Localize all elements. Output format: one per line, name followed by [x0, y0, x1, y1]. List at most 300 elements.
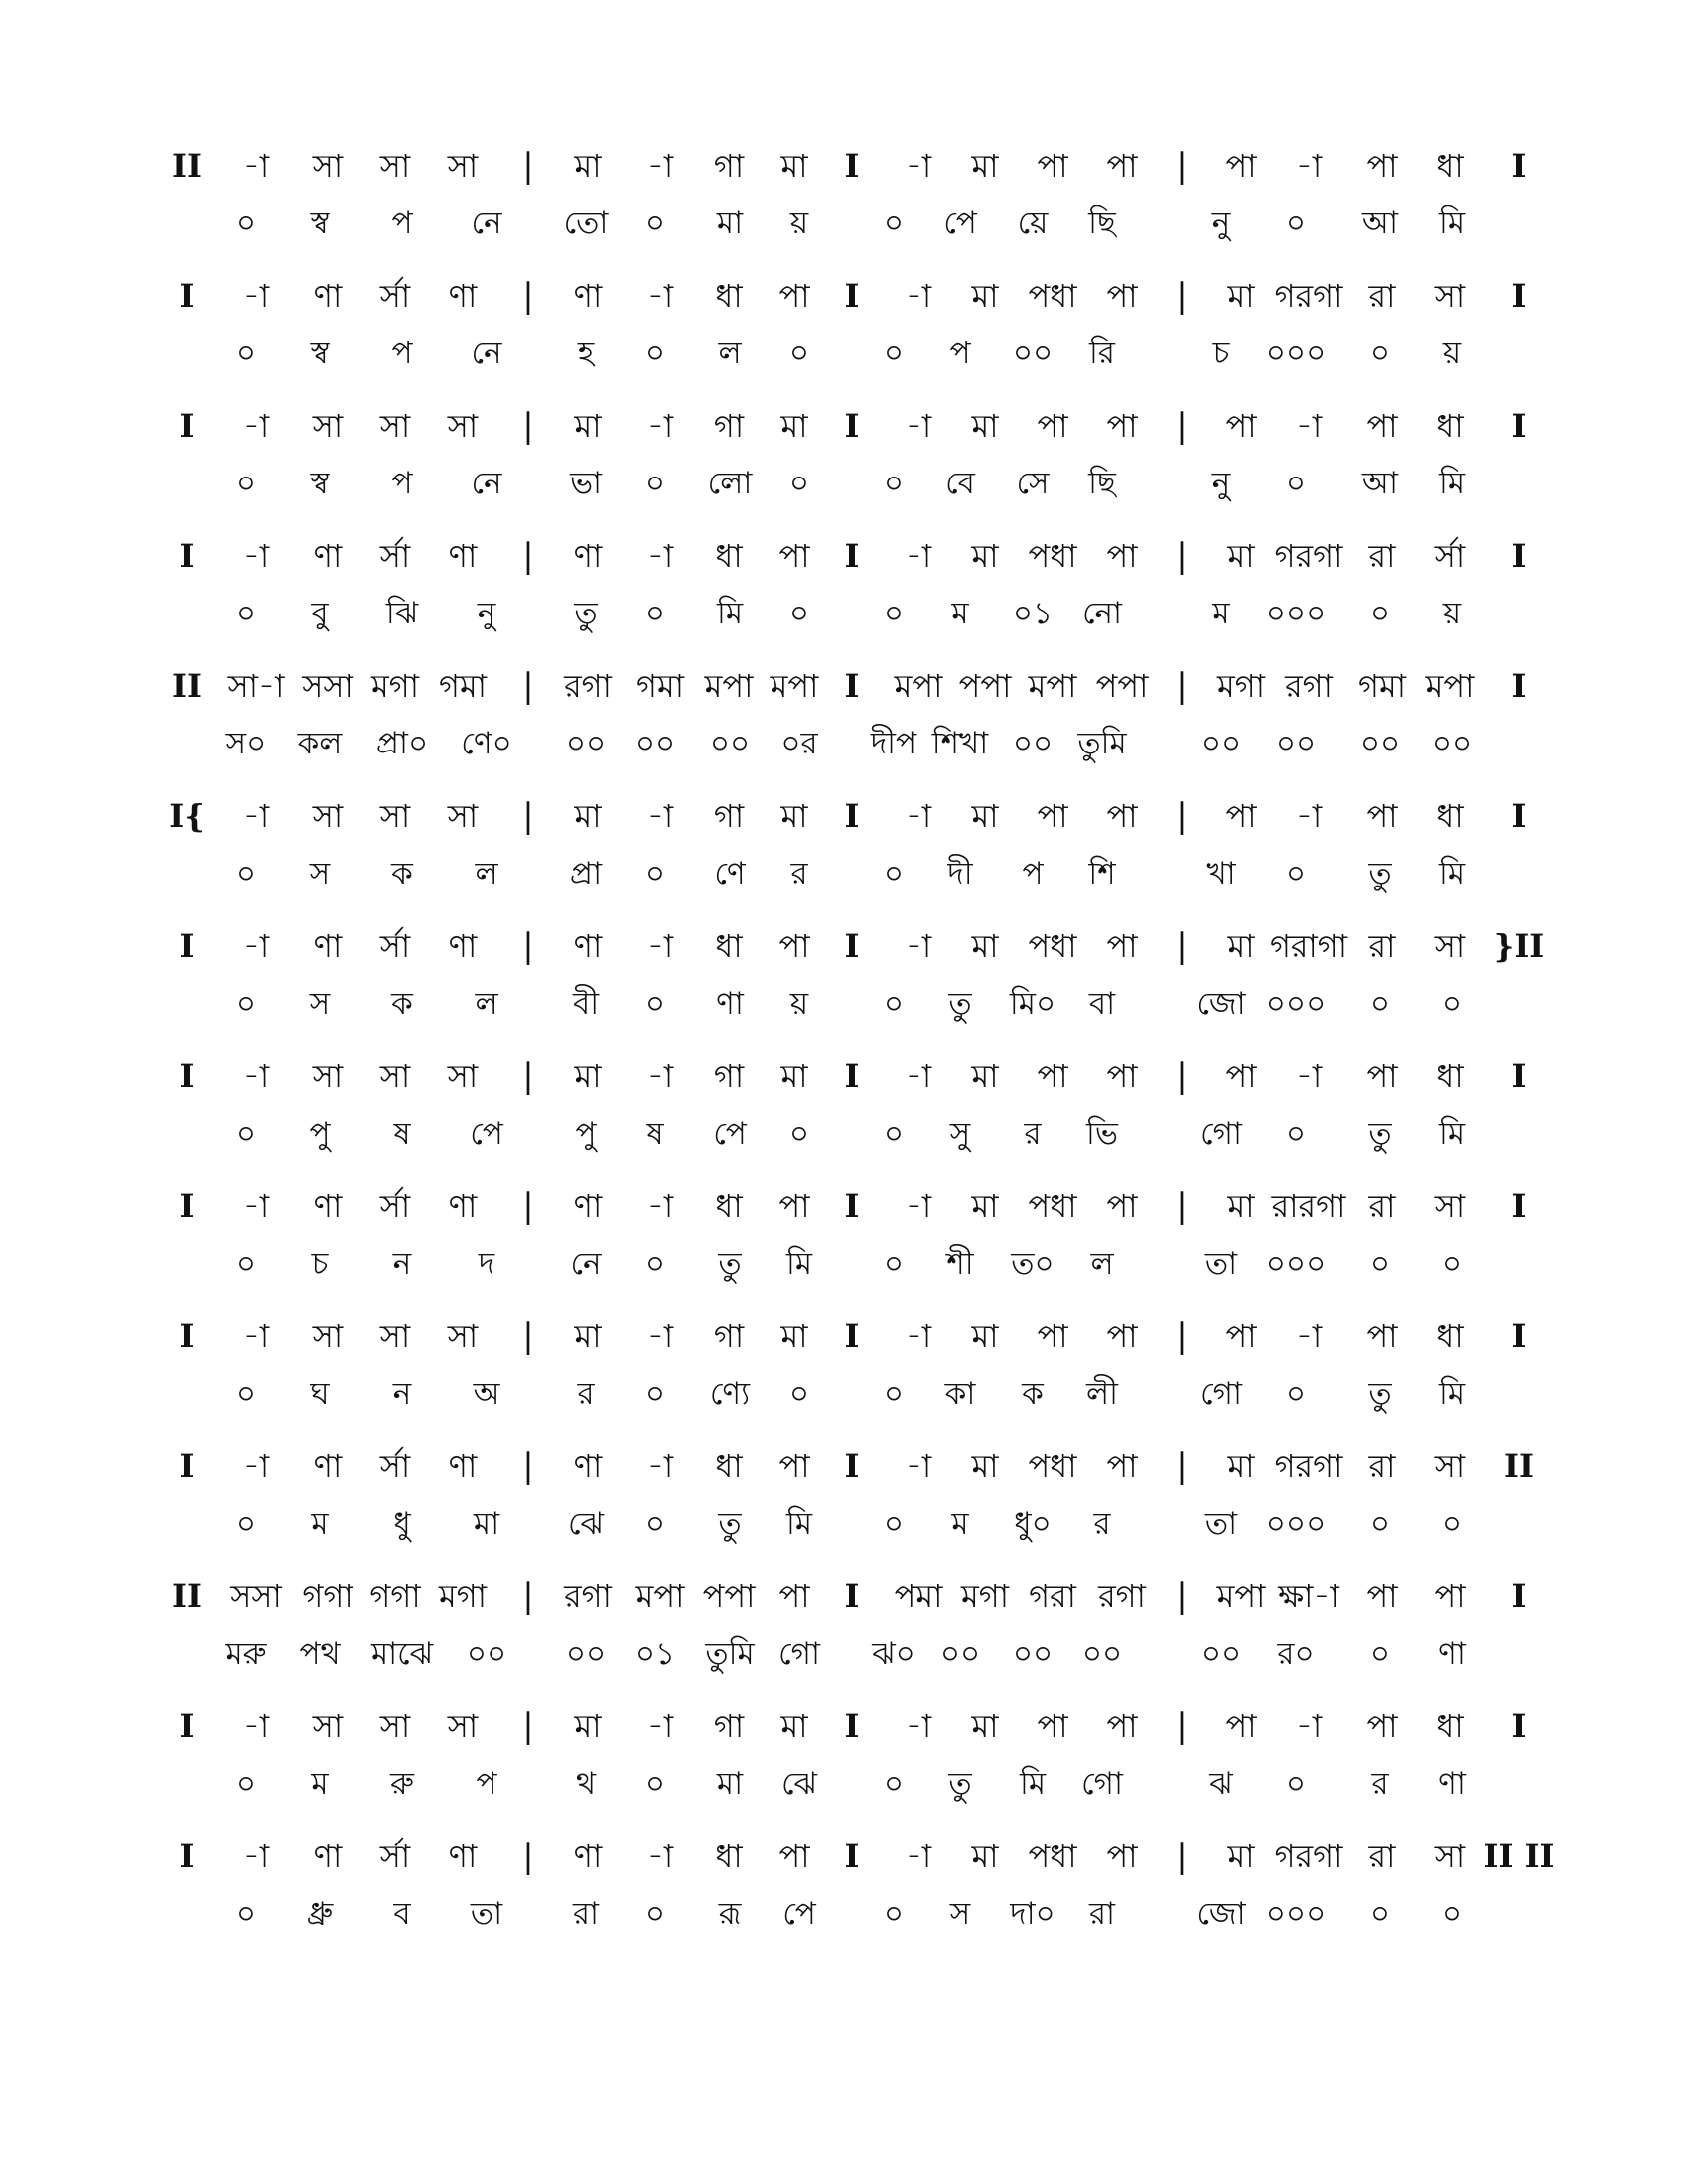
barline: I: [844, 1057, 860, 1095]
notation-stave: [0, 1830, 1688, 1939]
lyric-syllable: ঝে: [780, 1766, 818, 1802]
lyric-syllable: বে: [945, 466, 975, 501]
notation-stave: [0, 529, 1688, 638]
lyric-syllable: প: [391, 205, 413, 241]
note-token: ধা: [715, 1447, 743, 1485]
lyric-syllable: রা: [572, 1896, 600, 1932]
lyric-syllable: ০০: [1012, 726, 1054, 761]
lyric-syllable: ০০: [709, 726, 751, 761]
lyric-syllable: নে: [471, 336, 502, 371]
lyric-syllable: ০১: [634, 1636, 676, 1672]
note-token: মা: [971, 1317, 999, 1355]
notation-stave: [0, 1049, 1688, 1159]
note-token: গা: [713, 1317, 745, 1355]
barline: I: [1511, 1577, 1527, 1615]
note-token: -া: [242, 537, 270, 575]
note-token: ণা: [313, 927, 343, 965]
note-token: পা: [1037, 407, 1068, 445]
lyric-syllable: পে: [470, 1116, 503, 1152]
note-token: ধা: [1436, 147, 1464, 185]
lyric-syllable: ০: [1285, 1116, 1307, 1152]
barline: I: [844, 1577, 860, 1615]
notes-line: [0, 789, 1688, 844]
note-token: পা: [778, 1187, 810, 1225]
lyric-syllable: ০: [1441, 1246, 1463, 1282]
note-token: ধা: [715, 537, 743, 575]
note-token: পা: [778, 277, 810, 315]
lyric-syllable: লো: [707, 466, 753, 501]
note-token: মা: [574, 1057, 602, 1095]
note-token: ধা: [1436, 797, 1464, 835]
note-token: মপা: [1425, 667, 1475, 705]
note-token: পা: [1106, 1317, 1138, 1355]
lyric-syllable: মা: [716, 205, 744, 241]
lyric-syllable: ০: [644, 1766, 666, 1802]
barline: I{: [169, 797, 205, 835]
note-token: পা: [1106, 277, 1138, 315]
note-token: ণা: [313, 1838, 343, 1875]
note-token: রা: [1368, 1838, 1396, 1875]
lyric-syllable: ০০: [1431, 726, 1473, 761]
lyrics-line: [0, 587, 1688, 641]
note-token: পপা: [702, 1577, 756, 1615]
lyric-syllable: নো: [1081, 596, 1123, 631]
note-token: র্সা: [379, 1447, 411, 1485]
note-token: পা: [1106, 1057, 1138, 1095]
note-token: সা: [447, 797, 479, 835]
lyric-syllable: ক: [1022, 1376, 1044, 1412]
note-token: সা: [312, 1317, 344, 1355]
lyric-syllable: বা: [1088, 986, 1116, 1022]
note-token: গগা: [302, 1577, 353, 1615]
lyric-syllable: ০: [788, 466, 810, 501]
barline: I: [844, 407, 860, 445]
note-token: -া: [646, 407, 674, 445]
note-token: মা: [971, 277, 999, 315]
note-token: সা: [379, 1057, 411, 1095]
lyric-syllable: মি: [785, 1246, 813, 1282]
note-token: মপা: [1028, 667, 1077, 705]
note-token: মগা: [438, 1577, 488, 1615]
lyric-syllable: ০: [788, 596, 810, 631]
lyrics-line: [0, 1107, 1688, 1161]
lyric-syllable: ০০: [939, 1636, 981, 1672]
lyric-syllable: ০: [644, 1376, 666, 1412]
note-token: -া: [905, 927, 932, 965]
lyric-syllable: অ: [473, 1376, 500, 1412]
lyric-syllable: ০: [1285, 1766, 1307, 1802]
barline: I: [1511, 147, 1527, 185]
lyric-syllable: মা: [473, 1506, 500, 1542]
notes-line: [0, 1049, 1688, 1104]
lyric-syllable: রু: [390, 1766, 414, 1802]
notation-stave: [0, 269, 1688, 378]
barline: |: [522, 796, 534, 836]
note-token: -া: [905, 147, 932, 185]
note-token: ধা: [715, 927, 743, 965]
lyric-syllable: পে: [943, 205, 977, 241]
lyric-syllable: বী: [572, 986, 600, 1022]
lyric-syllable: তু: [718, 1506, 742, 1542]
lyric-syllable: খা: [1206, 856, 1236, 891]
note-token: -া: [242, 407, 270, 445]
barline: |: [1176, 1576, 1188, 1616]
lyric-syllable: ০: [1441, 1896, 1463, 1932]
note-token: -া: [646, 1187, 674, 1225]
note-token: পধা: [1028, 1447, 1077, 1485]
lyric-syllable: ঝি: [385, 596, 419, 631]
note-token: পা: [1037, 1057, 1068, 1095]
note-token: -া: [646, 147, 674, 185]
lyric-syllable: গো: [778, 1636, 820, 1672]
lyrics-line: [0, 327, 1688, 381]
note-token: পা: [1106, 1707, 1138, 1745]
lyric-syllable: ০: [883, 466, 905, 501]
lyric-syllable: স: [309, 986, 331, 1022]
lyric-syllable: নু: [477, 596, 496, 631]
note-token: -া: [905, 1057, 932, 1095]
note-token: ধা: [1436, 407, 1464, 445]
lyric-syllable: প্রা: [569, 856, 603, 891]
note-token: ধা: [715, 1187, 743, 1225]
lyric-syllable: ০০: [1012, 336, 1054, 371]
barline: I: [179, 1447, 195, 1485]
notes-line: [0, 1700, 1688, 1754]
barline: I: [844, 1838, 860, 1875]
lyric-syllable: ০: [1369, 1506, 1391, 1542]
note-token: পা: [1106, 147, 1138, 185]
note-token: মা: [971, 1838, 999, 1875]
note-token: মপা: [894, 667, 943, 705]
lyric-syllable: য়: [789, 986, 809, 1022]
lyric-syllable: ০০০: [1265, 336, 1327, 371]
notes-line: [0, 1830, 1688, 1884]
barline: |: [522, 1056, 534, 1096]
barline: }II: [1493, 927, 1545, 965]
note-token: পা: [778, 1447, 810, 1485]
note-token: সা: [447, 407, 479, 445]
note-token: গরা: [1029, 1577, 1076, 1615]
note-token: মা: [780, 1707, 808, 1745]
lyric-syllable: মি: [1438, 1116, 1466, 1152]
lyric-syllable: ধ্রু: [306, 1896, 334, 1932]
note-token: পা: [1366, 1317, 1398, 1355]
lyric-syllable: ০: [235, 1506, 257, 1542]
barline: |: [522, 1837, 534, 1876]
lyric-syllable: ০: [644, 1506, 666, 1542]
note-token: ণা: [313, 277, 343, 315]
lyrics-line: [0, 1237, 1688, 1292]
lyric-syllable: থ: [575, 1766, 597, 1802]
barline: |: [1176, 276, 1188, 316]
lyric-syllable: ০: [1285, 466, 1307, 501]
notes-line: [0, 659, 1688, 714]
note-token: ধা: [1436, 1057, 1464, 1095]
note-token: ণা: [448, 537, 478, 575]
note-token: রগা: [1285, 667, 1333, 705]
lyric-syllable: মি: [1019, 1766, 1047, 1802]
note-token: পা: [1366, 147, 1398, 185]
lyric-syllable: ন: [392, 1376, 412, 1412]
lyric-syllable: ০: [883, 1506, 905, 1542]
note-token: মপা: [635, 1577, 685, 1615]
lyric-syllable: ক: [391, 856, 413, 891]
barline: I: [179, 537, 195, 575]
note-token: পা: [1225, 797, 1257, 835]
lyric-syllable: ০: [883, 856, 905, 891]
note-token: পা: [778, 927, 810, 965]
note-token: সা: [1434, 927, 1466, 965]
lyric-syllable: ০: [883, 596, 905, 631]
note-token: -া: [646, 797, 674, 835]
lyric-syllable: স: [309, 856, 331, 891]
note-token: -া: [242, 1447, 270, 1485]
barline: |: [1176, 926, 1188, 966]
lyrics-line: [0, 457, 1688, 511]
barline: |: [522, 276, 534, 316]
lyric-syllable: ০: [644, 596, 666, 631]
barline: I: [844, 1317, 860, 1355]
note-token: মপা: [770, 667, 819, 705]
note-token: মা: [971, 407, 999, 445]
lyric-syllable: তু: [948, 1766, 972, 1802]
lyric-syllable: সু: [949, 1116, 971, 1152]
note-token: মা: [574, 407, 602, 445]
barline: I: [1511, 537, 1527, 575]
note-token: পা: [1037, 797, 1068, 835]
lyric-syllable: ০: [644, 466, 666, 501]
note-token: -া: [242, 277, 270, 315]
note-token: সা-া: [227, 667, 285, 705]
lyric-syllable: ০: [883, 205, 905, 241]
barline: I: [1511, 797, 1527, 835]
lyric-syllable: ০: [788, 1376, 810, 1412]
note-token: রগা: [564, 667, 612, 705]
lyric-syllable: ছি: [1088, 205, 1116, 241]
note-token: রা: [1368, 1187, 1396, 1225]
lyric-syllable: ০: [644, 205, 666, 241]
lyric-syllable: ০: [1285, 856, 1307, 891]
barline: I: [844, 1187, 860, 1225]
note-token: পপা: [1095, 667, 1149, 705]
note-token: পা: [1106, 1838, 1138, 1875]
note-token: পা: [1106, 927, 1138, 965]
note-token: পধা: [1028, 927, 1077, 965]
barline: |: [522, 1316, 534, 1356]
note-token: -া: [905, 1447, 932, 1485]
notes-line: [0, 919, 1688, 974]
barline: I: [844, 797, 860, 835]
lyric-syllable: দা০: [1010, 1896, 1055, 1932]
barline: I: [844, 667, 860, 705]
note-token: -া: [1295, 797, 1323, 835]
note-token: রারগা: [1271, 1187, 1346, 1225]
lyric-syllable: ন: [392, 1246, 412, 1282]
note-token: -া: [905, 797, 932, 835]
note-token: পধা: [1028, 277, 1077, 315]
lyric-syllable: নে: [471, 205, 502, 241]
barline: |: [1176, 146, 1188, 186]
lyric-syllable: ণ্যে: [709, 1376, 751, 1412]
note-token: ণা: [573, 537, 603, 575]
note-token: পা: [1225, 147, 1257, 185]
note-token: -া: [646, 277, 674, 315]
note-token: গগা: [369, 1577, 421, 1615]
barline: |: [1176, 1706, 1188, 1746]
note-token: মা: [574, 797, 602, 835]
lyrics-line: [0, 977, 1688, 1031]
lyric-syllable: ঝ০: [872, 1636, 915, 1672]
lyric-syllable: তুমি: [1077, 726, 1127, 761]
lyric-syllable: ০: [883, 336, 905, 371]
note-token: ণা: [573, 927, 603, 965]
note-token: পা: [1225, 407, 1257, 445]
note-token: পা: [1106, 797, 1138, 835]
notation-stave: [0, 659, 1688, 768]
note-token: ণা: [313, 1187, 343, 1225]
note-token: গরগা: [1274, 277, 1343, 315]
barline: |: [522, 1706, 534, 1746]
note-token: র্সা: [379, 927, 411, 965]
barline: II: [172, 147, 202, 185]
lyric-syllable: ম: [951, 1506, 969, 1542]
lyric-syllable: মরু: [225, 1636, 267, 1672]
lyric-syllable: স্ব: [310, 466, 330, 501]
lyric-syllable: পে: [782, 1896, 816, 1932]
note-token: মা: [971, 797, 999, 835]
note-token: সা: [379, 407, 411, 445]
lyric-syllable: ০০: [1200, 726, 1242, 761]
lyric-syllable: সে: [1016, 466, 1050, 501]
barline: |: [522, 926, 534, 966]
lyric-syllable: দী: [947, 856, 973, 891]
barline: I: [179, 1838, 195, 1875]
note-token: ণা: [448, 277, 478, 315]
barline: I: [1511, 1707, 1527, 1745]
note-token: গা: [713, 1707, 745, 1745]
note-token: -া: [646, 1317, 674, 1355]
note-token: -া: [905, 1838, 932, 1875]
note-token: ণা: [573, 1187, 603, 1225]
lyric-syllable: য়: [1442, 336, 1462, 371]
note-token: মা: [780, 407, 808, 445]
note-token: সা: [312, 1707, 344, 1745]
lyric-syllable: র: [577, 1376, 595, 1412]
note-token: ধা: [715, 1838, 743, 1875]
note-token: ধা: [1436, 1317, 1464, 1355]
lyric-syllable: ০: [235, 336, 257, 371]
lyric-syllable: য়: [1442, 596, 1462, 631]
note-token: পধা: [1028, 537, 1077, 575]
lyric-syllable: ০: [1369, 596, 1391, 631]
note-token: রগা: [564, 1577, 612, 1615]
note-token: -া: [646, 927, 674, 965]
note-token: পা: [1434, 1577, 1466, 1615]
note-token: রা: [1368, 277, 1396, 315]
lyric-syllable: প্রা০: [375, 726, 429, 761]
note-token: ণা: [313, 537, 343, 575]
lyric-syllable: লী: [1086, 1376, 1118, 1412]
note-token: মা: [971, 1187, 999, 1225]
note-token: মা: [1227, 1838, 1255, 1875]
note-token: গরগা: [1274, 1838, 1343, 1875]
lyric-syllable: পু: [575, 1116, 597, 1152]
note-token: সা: [379, 1317, 411, 1355]
note-token: -া: [242, 927, 270, 965]
lyric-syllable: র: [1093, 1506, 1111, 1542]
note-token: সসা: [230, 1577, 282, 1615]
lyric-syllable: ০: [883, 1116, 905, 1152]
note-token: পা: [1366, 407, 1398, 445]
note-token: পা: [1037, 1317, 1068, 1355]
lyric-syllable: র: [1371, 1766, 1389, 1802]
lyric-syllable: র: [1024, 1116, 1042, 1152]
note-token: সা: [379, 1707, 411, 1745]
note-token: রা: [1368, 927, 1396, 965]
lyric-syllable: র০: [1277, 1636, 1315, 1672]
lyric-syllable: ০০: [1200, 1636, 1242, 1672]
lyric-syllable: পথ: [299, 1636, 341, 1672]
lyric-syllable: জো: [1196, 1896, 1246, 1932]
barline: I: [1511, 1317, 1527, 1355]
note-token: পা: [1366, 797, 1398, 835]
note-token: গা: [713, 407, 745, 445]
lyric-syllable: ০: [1285, 205, 1307, 241]
lyric-syllable: ০: [644, 856, 666, 891]
barline: I: [179, 927, 195, 965]
barline: |: [1176, 406, 1188, 446]
lyric-syllable: ০: [644, 1246, 666, 1282]
note-token: সা: [1434, 277, 1466, 315]
note-token: সা: [447, 1707, 479, 1745]
lyric-syllable: ০: [1285, 1376, 1307, 1412]
lyric-syllable: ০: [235, 1376, 257, 1412]
note-token: -া: [1295, 1707, 1323, 1745]
note-token: -া: [242, 147, 270, 185]
lyric-syllable: তা: [1204, 1506, 1238, 1542]
lyric-syllable: মি: [1438, 205, 1466, 241]
notation-stave: [0, 1179, 1688, 1289]
barline: I: [179, 1057, 195, 1095]
lyric-syllable: মি: [1438, 856, 1466, 891]
lyric-syllable: রি: [1089, 336, 1115, 371]
note-token: মা: [780, 1057, 808, 1095]
note-token: গরাগা: [1269, 927, 1348, 965]
note-token: ণা: [448, 1447, 478, 1485]
barline: |: [1176, 1056, 1188, 1096]
note-token: পা: [1366, 1707, 1398, 1745]
lyric-syllable: য়ে: [1017, 205, 1049, 241]
note-token: সা: [447, 1057, 479, 1095]
note-token: র্সা: [1434, 537, 1466, 575]
lyric-syllable: ০১: [1012, 596, 1054, 631]
lyric-syllable: ০র: [780, 726, 818, 761]
lyric-syllable: তুমি: [705, 1636, 755, 1672]
note-token: -া: [242, 1838, 270, 1875]
note-token: সসা: [302, 667, 353, 705]
note-token: -া: [1295, 147, 1323, 185]
lyric-syllable: চ: [1212, 336, 1230, 371]
barline: |: [1176, 1837, 1188, 1876]
note-token: গরগা: [1274, 1447, 1343, 1485]
barline: II: [172, 667, 202, 705]
note-token: ণা: [313, 1447, 343, 1485]
lyric-syllable: ০: [883, 986, 905, 1022]
lyric-syllable: ঝে: [567, 1506, 605, 1542]
note-token: -া: [905, 1317, 932, 1355]
lyric-syllable: মি০: [1009, 986, 1056, 1022]
lyric-syllable: ০: [883, 1376, 905, 1412]
